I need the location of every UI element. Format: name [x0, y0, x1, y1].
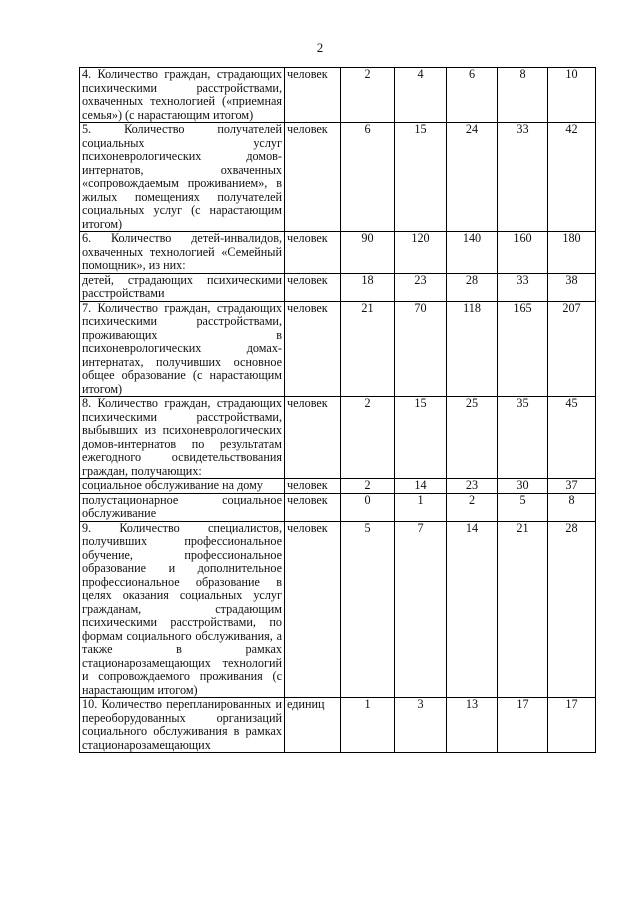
unit-cell: человек	[285, 493, 341, 521]
value-cell-year-3: 24	[447, 123, 498, 232]
value-cell-year-4: 33	[498, 273, 548, 301]
value-cell-year-1: 2	[341, 68, 395, 123]
indicator-name-cell: 9. Количество специалистов, получивших профессиональное обучение, профессиональное образование и дополнительное профессиональное образование в целях оказания социальных услуг гражданам, страдающим психическими расстройствами, по формам социального обслуживания, а также в рамках стационарозамещающих технологий и сопровождаемого проживания (с нарастающим итогом)	[80, 521, 285, 698]
table-row	[80, 68, 596, 123]
value-cell-year-4: 17	[498, 698, 548, 753]
value-cell-year-2: 1	[395, 493, 447, 521]
unit-cell: человек	[285, 123, 341, 232]
indicator-name-cell: детей, страдающих психическими расстройствами	[80, 273, 285, 301]
value-cell-year-3: 140	[447, 232, 498, 274]
indicator-name-cell: 7. Количество граждан, страдающих психическими расстройствами, проживающих в психоневрологических домах-интернатах, получивших основное общее образование (с нарастающим итогом)	[80, 301, 285, 397]
indicator-name-cell: 4. Количество граждан, страдающих психическими расстройствами, охваченных технологией («приемная семья») (с нарастающим итогом)	[80, 68, 285, 123]
value-cell-year-4: 35	[498, 397, 548, 479]
value-cell-year-2: 120	[395, 232, 447, 274]
value-cell-year-5: 38	[548, 273, 596, 301]
value-cell-year-1: 5	[341, 521, 395, 698]
unit-cell: человек	[285, 232, 341, 274]
indicator-name-cell: социальное обслуживание на дому	[80, 479, 285, 494]
value-cell-year-3: 14	[447, 521, 498, 698]
value-cell-year-5: 37	[548, 479, 596, 494]
value-cell-year-1: 21	[341, 301, 395, 397]
value-cell-year-4: 33	[498, 123, 548, 232]
table-row	[80, 493, 596, 521]
value-cell-year-1: 1	[341, 698, 395, 753]
value-cell-year-3: 2	[447, 493, 498, 521]
unit-cell: человек	[285, 479, 341, 494]
unit-cell: человек	[285, 273, 341, 301]
value-cell-year-2: 14	[395, 479, 447, 494]
value-cell-year-5: 28	[548, 521, 596, 698]
value-cell-year-4: 30	[498, 479, 548, 494]
unit-cell: человек	[285, 68, 341, 123]
value-cell-year-5: 180	[548, 232, 596, 274]
value-cell-year-4: 165	[498, 301, 548, 397]
value-cell-year-2: 3	[395, 698, 447, 753]
unit-cell: человек	[285, 301, 341, 397]
table-row	[80, 521, 596, 698]
value-cell-year-4: 160	[498, 232, 548, 274]
table-row	[80, 479, 596, 494]
value-cell-year-4: 8	[498, 68, 548, 123]
value-cell-year-2: 23	[395, 273, 447, 301]
value-cell-year-3: 118	[447, 301, 498, 397]
indicator-name-cell: 6. Количество детей-инвалидов, охваченных технологией «Семейный помощник», из них:	[80, 232, 285, 274]
value-cell-year-2: 4	[395, 68, 447, 123]
table-row	[80, 232, 596, 274]
value-cell-year-3: 23	[447, 479, 498, 494]
unit-cell: человек	[285, 521, 341, 698]
value-cell-year-3: 13	[447, 698, 498, 753]
value-cell-year-2: 70	[395, 301, 447, 397]
table-row	[80, 273, 596, 301]
value-cell-year-5: 8	[548, 493, 596, 521]
indicators-table	[79, 67, 596, 753]
value-cell-year-2: 15	[395, 123, 447, 232]
table-row	[80, 301, 596, 397]
value-cell-year-1: 90	[341, 232, 395, 274]
table-row	[80, 698, 596, 753]
table-row	[80, 123, 596, 232]
value-cell-year-5: 42	[548, 123, 596, 232]
value-cell-year-5: 17	[548, 698, 596, 753]
indicator-name-cell: полустационарное социальное обслуживание	[80, 493, 285, 521]
value-cell-year-3: 6	[447, 68, 498, 123]
value-cell-year-1: 6	[341, 123, 395, 232]
value-cell-year-5: 207	[548, 301, 596, 397]
value-cell-year-3: 28	[447, 273, 498, 301]
value-cell-year-3: 25	[447, 397, 498, 479]
table-row	[80, 397, 596, 479]
value-cell-year-5: 45	[548, 397, 596, 479]
value-cell-year-2: 15	[395, 397, 447, 479]
value-cell-year-5: 10	[548, 68, 596, 123]
indicator-name-cell: 5. Количество получателей социальных услуг психоневрологических домов-интернатов, охваченных «сопровождаемым проживанием», в жилых помещениях получателей социальных услуг (с нарастающим итогом)	[80, 123, 285, 232]
value-cell-year-1: 18	[341, 273, 395, 301]
indicator-name-cell: 10. Количество перепланированных и переоборудованных организаций социального обслуживания в рамках стационарозамещающих	[80, 698, 285, 753]
page-number: 2	[316, 40, 324, 55]
value-cell-year-1: 2	[341, 479, 395, 494]
value-cell-year-4: 21	[498, 521, 548, 698]
unit-cell: человек	[285, 397, 341, 479]
value-cell-year-4: 5	[498, 493, 548, 521]
unit-cell: единиц	[285, 698, 341, 753]
indicator-name-cell: 8. Количество граждан, страдающих психическими расстройствами, выбывших из психоневрологических домов-интернатов по результатам ежегодного освидетельствования граждан, получающих:	[80, 397, 285, 479]
value-cell-year-1: 2	[341, 397, 395, 479]
value-cell-year-1: 0	[341, 493, 395, 521]
value-cell-year-2: 7	[395, 521, 447, 698]
